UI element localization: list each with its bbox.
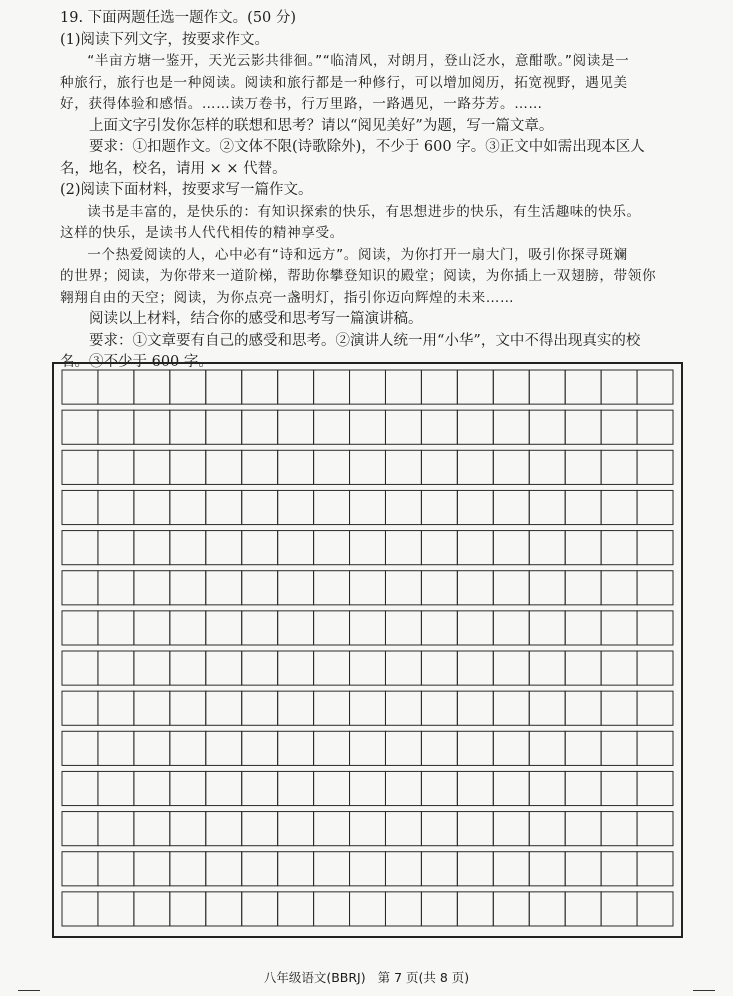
grid-cell[interactable] [457, 731, 493, 765]
grid-cell[interactable] [457, 651, 493, 685]
grid-cell[interactable] [529, 410, 565, 444]
grid-cell[interactable] [314, 370, 350, 404]
grid-cell[interactable] [242, 852, 278, 886]
grid-cell[interactable] [170, 771, 206, 805]
grid-cell[interactable] [529, 812, 565, 846]
grid-cell[interactable] [493, 691, 529, 725]
grid-cell[interactable] [206, 611, 242, 645]
grid-cell[interactable] [565, 450, 601, 484]
grid-cell[interactable] [242, 450, 278, 484]
grid-cell[interactable] [601, 651, 637, 685]
grid-cell[interactable] [170, 571, 206, 605]
grid-cell[interactable] [421, 812, 457, 846]
grid-cell[interactable] [134, 651, 170, 685]
grid-cell[interactable] [385, 731, 421, 765]
grid-cell[interactable] [457, 611, 493, 645]
grid-cell[interactable] [278, 812, 314, 846]
grid-cell[interactable] [385, 571, 421, 605]
grid-cell[interactable] [314, 651, 350, 685]
grid-cell[interactable] [637, 370, 673, 404]
grid-cell[interactable] [170, 691, 206, 725]
grid-cell[interactable] [62, 410, 98, 444]
option2-material-line-4: 的世界；阅读，为你带来一道阶梯，帮助你攀登知识的殿堂；阅读，为你插上一双翅膀，带领你 [60, 268, 657, 284]
grid-cell[interactable] [134, 611, 170, 645]
grid-cell[interactable] [98, 450, 134, 484]
grid-cell[interactable] [98, 410, 134, 444]
grid-cell[interactable] [601, 490, 637, 524]
grid-cell[interactable] [242, 651, 278, 685]
grid-cell[interactable] [565, 531, 601, 565]
grid-cell[interactable] [385, 771, 421, 805]
grid-cell[interactable] [206, 771, 242, 805]
grid-cell[interactable] [314, 410, 350, 444]
grid-cell[interactable] [385, 691, 421, 725]
option1-requirement-line-1: 要求：①扣题作文。②文体不限(诗歌除外)，不少于 600 字。③正文中如需出现本区人 [89, 139, 645, 155]
grid-cell[interactable] [350, 571, 386, 605]
grid-cell[interactable] [314, 812, 350, 846]
grid-cell[interactable] [601, 731, 637, 765]
grid-cell[interactable] [601, 812, 637, 846]
grid-cell[interactable] [314, 611, 350, 645]
option2-material-line-5: 翱翔自由的天空；阅读，为你点亮一盏明灯，指引你迈向辉煌的未来…… [60, 289, 515, 306]
grid-cell[interactable] [565, 490, 601, 524]
grid-cell[interactable] [62, 771, 98, 805]
grid-cell[interactable] [493, 812, 529, 846]
grid-cell[interactable] [529, 651, 565, 685]
option1-passage-line-2: 种旅行，旅行也是一种阅读。阅读和旅行都是一种修行，可以增加阅历，拓宽视野，遇见美 [60, 74, 628, 91]
grid-cell[interactable] [134, 812, 170, 846]
grid-cell[interactable] [242, 812, 278, 846]
grid-cell[interactable] [350, 812, 386, 846]
grid-cell[interactable] [637, 450, 673, 484]
grid-cell[interactable] [134, 771, 170, 805]
grid-cell[interactable] [350, 731, 386, 765]
grid-cell[interactable] [565, 892, 601, 926]
grid-cell[interactable] [62, 651, 98, 685]
grid-cell[interactable] [170, 651, 206, 685]
grid-cell[interactable] [62, 450, 98, 484]
grid-cell[interactable] [565, 571, 601, 605]
grid-cell[interactable] [170, 731, 206, 765]
question-block [60, 8, 684, 374]
grid-cell[interactable] [457, 892, 493, 926]
grid-cell[interactable] [529, 490, 565, 524]
grid-cell[interactable] [278, 450, 314, 484]
grid-cell[interactable] [421, 771, 457, 805]
grid-cell[interactable] [62, 370, 98, 404]
grid-cell[interactable] [242, 731, 278, 765]
grid-cell[interactable] [206, 731, 242, 765]
grid-cell[interactable] [601, 691, 637, 725]
grid-cell[interactable] [170, 852, 206, 886]
grid-cell[interactable] [565, 410, 601, 444]
grid-cell[interactable] [529, 531, 565, 565]
grid-cell[interactable] [421, 571, 457, 605]
grid-cell[interactable] [529, 691, 565, 725]
grid-cell[interactable] [170, 892, 206, 926]
grid-cell[interactable] [242, 771, 278, 805]
grid-cell[interactable] [278, 731, 314, 765]
page-footer [0, 968, 733, 986]
grid-cell[interactable] [385, 852, 421, 886]
grid-cell[interactable] [278, 852, 314, 886]
grid-cell[interactable] [350, 370, 386, 404]
grid-cell[interactable] [62, 852, 98, 886]
grid-cell[interactable] [421, 611, 457, 645]
grid-cell[interactable] [385, 812, 421, 846]
grid-cell[interactable] [350, 410, 386, 444]
grid-cell[interactable] [350, 892, 386, 926]
grid-cell[interactable] [565, 611, 601, 645]
grid-cell[interactable] [278, 490, 314, 524]
grid-cell[interactable] [421, 370, 457, 404]
grid-cell[interactable] [529, 852, 565, 886]
grid-cell[interactable] [493, 490, 529, 524]
grid-cell[interactable] [601, 611, 637, 645]
grid-cell[interactable] [565, 771, 601, 805]
grid-cell[interactable] [457, 771, 493, 805]
grid-cell[interactable] [529, 731, 565, 765]
grid-cell[interactable] [565, 651, 601, 685]
option2-material-line-2: 这样的快乐，是读书人代代相传的精神享受。 [60, 225, 344, 241]
grid-cell[interactable] [134, 531, 170, 565]
grid-cell[interactable] [134, 571, 170, 605]
grid-cell[interactable] [62, 691, 98, 725]
grid-cell[interactable] [206, 892, 242, 926]
option2-requirement-line-1: 要求：①文章要有自己的感受和思考。②演讲人统一用“小华”，文中不得出现真实的校 [89, 332, 641, 349]
grid-cell[interactable] [206, 410, 242, 444]
option2-requirement-line-2: 名。③不少于 600 字。 [60, 354, 213, 370]
grid-cell[interactable] [278, 691, 314, 725]
grid-cell[interactable] [134, 490, 170, 524]
grid-cell[interactable] [62, 531, 98, 565]
grid-cell[interactable] [421, 892, 457, 926]
grid-cell[interactable] [206, 812, 242, 846]
grid-cell[interactable] [62, 892, 98, 926]
grid-cell[interactable] [457, 410, 493, 444]
grid-cell[interactable] [98, 571, 134, 605]
grid-cell[interactable] [565, 731, 601, 765]
grid-cell[interactable] [385, 651, 421, 685]
grid-cell[interactable] [493, 651, 529, 685]
grid-cell[interactable] [206, 651, 242, 685]
grid-cell[interactable] [457, 852, 493, 886]
grid-cell[interactable] [529, 611, 565, 645]
grid-cell[interactable] [350, 691, 386, 725]
grid-cell[interactable] [457, 812, 493, 846]
grid-cell[interactable] [385, 370, 421, 404]
grid-cell[interactable] [421, 651, 457, 685]
grid-cell[interactable] [314, 691, 350, 725]
grid-cell[interactable] [421, 691, 457, 725]
grid-cell[interactable] [493, 450, 529, 484]
grid-cell[interactable] [134, 731, 170, 765]
grid-cell[interactable] [637, 571, 673, 605]
grid-cell[interactable] [242, 571, 278, 605]
grid-cell[interactable] [601, 892, 637, 926]
grid-cell[interactable] [242, 892, 278, 926]
option2-material-line-1: 读书是丰富的，是快乐的：有知识探索的快乐，有思想进步的快乐，有生活趣味的快乐。 [87, 203, 641, 220]
grid-cell[interactable] [278, 892, 314, 926]
grid-cell[interactable] [350, 771, 386, 805]
grid-cell[interactable] [170, 450, 206, 484]
grid-cell[interactable] [278, 531, 314, 565]
grid-cell[interactable] [350, 531, 386, 565]
grid-cell[interactable] [637, 731, 673, 765]
grid-cell[interactable] [314, 490, 350, 524]
grid-cell[interactable] [278, 571, 314, 605]
option1-prompt: 上面文字引发你怎样的联想和思考？请以“阅见美好”为题，写一篇文章。 [89, 117, 554, 134]
grid-cell[interactable] [421, 450, 457, 484]
grid-cell[interactable] [62, 812, 98, 846]
grid-cell[interactable] [493, 892, 529, 926]
grid-cell[interactable] [601, 852, 637, 886]
grid-cell[interactable] [529, 450, 565, 484]
grid-cell[interactable] [637, 771, 673, 805]
grid-cell[interactable] [457, 370, 493, 404]
grid-cell[interactable] [421, 410, 457, 444]
grid-cell[interactable] [62, 571, 98, 605]
grid-cell[interactable] [493, 611, 529, 645]
grid-cell[interactable] [565, 370, 601, 404]
grid-cell[interactable] [314, 731, 350, 765]
grid-cell[interactable] [637, 651, 673, 685]
grid-cell[interactable] [134, 852, 170, 886]
grid-cell[interactable] [493, 852, 529, 886]
grid-cell[interactable] [206, 691, 242, 725]
grid-cell[interactable] [62, 731, 98, 765]
crop-mark-right [693, 990, 715, 991]
grid-cell[interactable] [601, 771, 637, 805]
grid-cell[interactable] [493, 771, 529, 805]
grid-cell[interactable] [350, 490, 386, 524]
grid-cell[interactable] [565, 812, 601, 846]
grid-cell[interactable] [421, 852, 457, 886]
grid-cell[interactable] [421, 490, 457, 524]
option2-heading: (2)阅读下面材料，按要求写一篇作文。 [60, 182, 313, 198]
grid-cell[interactable] [457, 490, 493, 524]
grid-cell[interactable] [421, 531, 457, 565]
grid-cell[interactable] [134, 892, 170, 926]
grid-cell[interactable] [385, 410, 421, 444]
grid-cell[interactable] [493, 731, 529, 765]
grid-cell[interactable] [385, 611, 421, 645]
grid-cell[interactable] [278, 651, 314, 685]
grid-cell[interactable] [314, 771, 350, 805]
grid-cell[interactable] [242, 410, 278, 444]
grid-cell[interactable] [637, 531, 673, 565]
grid-cell[interactable] [278, 410, 314, 444]
option1-passage-line-3: 好，获得体验和感悟。……读万卷书，行万里路，一路遇见，一路芬芳。…… [60, 96, 543, 112]
grid-cell[interactable] [98, 531, 134, 565]
grid-cell[interactable] [385, 450, 421, 484]
grid-cell[interactable] [278, 771, 314, 805]
option2-prompt: 阅读以上材料，结合你的感受和思考写一篇演讲稿。 [89, 311, 423, 327]
grid-cell[interactable] [98, 892, 134, 926]
grid-cell[interactable] [278, 611, 314, 645]
grid-cell[interactable] [637, 691, 673, 725]
grid-cell[interactable] [98, 771, 134, 805]
grid-cell[interactable] [98, 691, 134, 725]
grid-cell[interactable] [314, 531, 350, 565]
grid-cell[interactable] [457, 691, 493, 725]
option1-requirement-line-2: 名，地名，校名，请用 × × 代替。 [60, 160, 287, 177]
grid-cell[interactable] [385, 490, 421, 524]
grid-cell[interactable] [98, 651, 134, 685]
grid-cell[interactable] [637, 852, 673, 886]
grid-cell[interactable] [170, 490, 206, 524]
option1-heading: (1)阅读下列文字，按要求作文。 [60, 31, 270, 48]
grid-cell[interactable] [565, 852, 601, 886]
grid-cell[interactable] [457, 450, 493, 484]
grid-cell[interactable] [170, 410, 206, 444]
grid-cell[interactable] [62, 490, 98, 524]
grid-cell[interactable] [350, 852, 386, 886]
writing-grid[interactable] [52, 362, 683, 938]
grid-cell[interactable] [278, 370, 314, 404]
grid-cell[interactable] [242, 691, 278, 725]
grid-cell[interactable] [493, 571, 529, 605]
grid-cell[interactable] [529, 571, 565, 605]
grid-cell[interactable] [637, 410, 673, 444]
footer-page-number: 第 7 页(共 8 页) [377, 970, 470, 985]
grid-cell[interactable] [206, 852, 242, 886]
grid-cell[interactable] [134, 370, 170, 404]
grid-cell[interactable] [457, 531, 493, 565]
grid-cell[interactable] [314, 892, 350, 926]
grid-cell[interactable] [457, 571, 493, 605]
grid-cell[interactable] [493, 410, 529, 444]
grid-cell[interactable] [170, 531, 206, 565]
grid-cell[interactable] [98, 731, 134, 765]
grid-cell[interactable] [601, 571, 637, 605]
grid-cell[interactable] [134, 450, 170, 484]
grid-cell[interactable] [529, 892, 565, 926]
grid-cell[interactable] [601, 370, 637, 404]
writing-grid-cells [54, 364, 681, 936]
grid-cell[interactable] [637, 611, 673, 645]
grid-cell[interactable] [601, 450, 637, 484]
grid-cell[interactable] [98, 490, 134, 524]
grid-cell[interactable] [206, 450, 242, 484]
grid-cell[interactable] [242, 370, 278, 404]
grid-cell[interactable] [170, 812, 206, 846]
option1-passage-line-1: “半亩方塘一鉴开，天光云影共徘徊。”“临清风，对朗月，登山泛水，意酣歌。”阅读是一 [87, 53, 630, 69]
grid-cell[interactable] [385, 531, 421, 565]
grid-cell[interactable] [170, 611, 206, 645]
grid-cell[interactable] [421, 731, 457, 765]
grid-cell[interactable] [98, 370, 134, 404]
grid-cell[interactable] [637, 490, 673, 524]
footer-subject: 八年级语文(BBRJ) [263, 970, 366, 985]
grid-cell[interactable] [637, 812, 673, 846]
grid-cell[interactable] [314, 450, 350, 484]
option2-material-line-3: 一个热爱阅读的人，心中必有“诗和远方”。阅读，为你打开一扇大门，吸引你探寻斑斓 [87, 246, 628, 263]
grid-cell[interactable] [98, 611, 134, 645]
grid-cell[interactable] [350, 611, 386, 645]
grid-cell[interactable] [206, 531, 242, 565]
grid-cell[interactable] [242, 531, 278, 565]
grid-cell[interactable] [206, 370, 242, 404]
grid-cell[interactable] [134, 410, 170, 444]
grid-cell[interactable] [242, 490, 278, 524]
grid-cell[interactable] [350, 450, 386, 484]
grid-cell[interactable] [493, 531, 529, 565]
grid-cell[interactable] [385, 892, 421, 926]
grid-cell[interactable] [637, 892, 673, 926]
grid-cell[interactable] [62, 611, 98, 645]
question-title: 19. 下面两题任选一题作文。(50 分) [60, 10, 297, 26]
grid-cell[interactable] [98, 852, 134, 886]
grid-cell[interactable] [314, 571, 350, 605]
grid-cell[interactable] [206, 490, 242, 524]
grid-cell[interactable] [529, 771, 565, 805]
grid-cell[interactable] [493, 370, 529, 404]
grid-cell[interactable] [601, 410, 637, 444]
grid-cell[interactable] [170, 370, 206, 404]
grid-cell[interactable] [242, 611, 278, 645]
grid-cell[interactable] [134, 691, 170, 725]
grid-cell[interactable] [350, 651, 386, 685]
grid-cell[interactable] [565, 691, 601, 725]
crop-mark-left [18, 990, 40, 991]
grid-cell[interactable] [98, 812, 134, 846]
grid-cell[interactable] [529, 370, 565, 404]
grid-cell[interactable] [206, 571, 242, 605]
grid-cell[interactable] [314, 852, 350, 886]
grid-cell[interactable] [601, 531, 637, 565]
